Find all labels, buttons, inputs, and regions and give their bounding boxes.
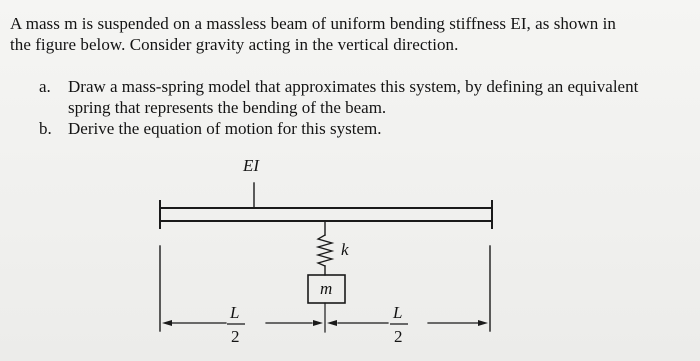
right-length-numerator: L — [393, 303, 403, 322]
right-length-denominator: 2 — [394, 327, 403, 346]
spring — [318, 221, 332, 275]
part-a-letter: a. — [39, 77, 51, 96]
right-dimension-arrowhead — [478, 320, 488, 326]
part-b-letter: b. — [39, 119, 52, 138]
beam — [160, 201, 492, 228]
left-length-denominator: 2 — [231, 327, 240, 346]
part-a-line-2: spring that represents the bending of the beam. — [68, 98, 387, 117]
center-left-arrowhead — [313, 320, 323, 326]
left-dimension-arrowhead — [162, 320, 172, 326]
beam-stiffness-label: EI — [243, 156, 260, 175]
mass-label: m — [320, 279, 333, 298]
problem-statement-line-2: the figure below. Consider gravity acting in the vertical direction. — [10, 35, 459, 54]
part-a-line-1: Draw a mass-spring model that approximates this system, by defining an equivalent — [68, 77, 639, 96]
left-length-numerator: L — [230, 303, 240, 322]
center-right-arrowhead — [327, 320, 337, 326]
part-b-line-1: Derive the equation of motion for this system. — [68, 119, 382, 138]
problem-statement-line-1: A mass m is suspended on a massless beam of uniform bending stiffness EI, as shown in — [10, 14, 616, 33]
spring-stiffness-label: k — [341, 240, 349, 259]
